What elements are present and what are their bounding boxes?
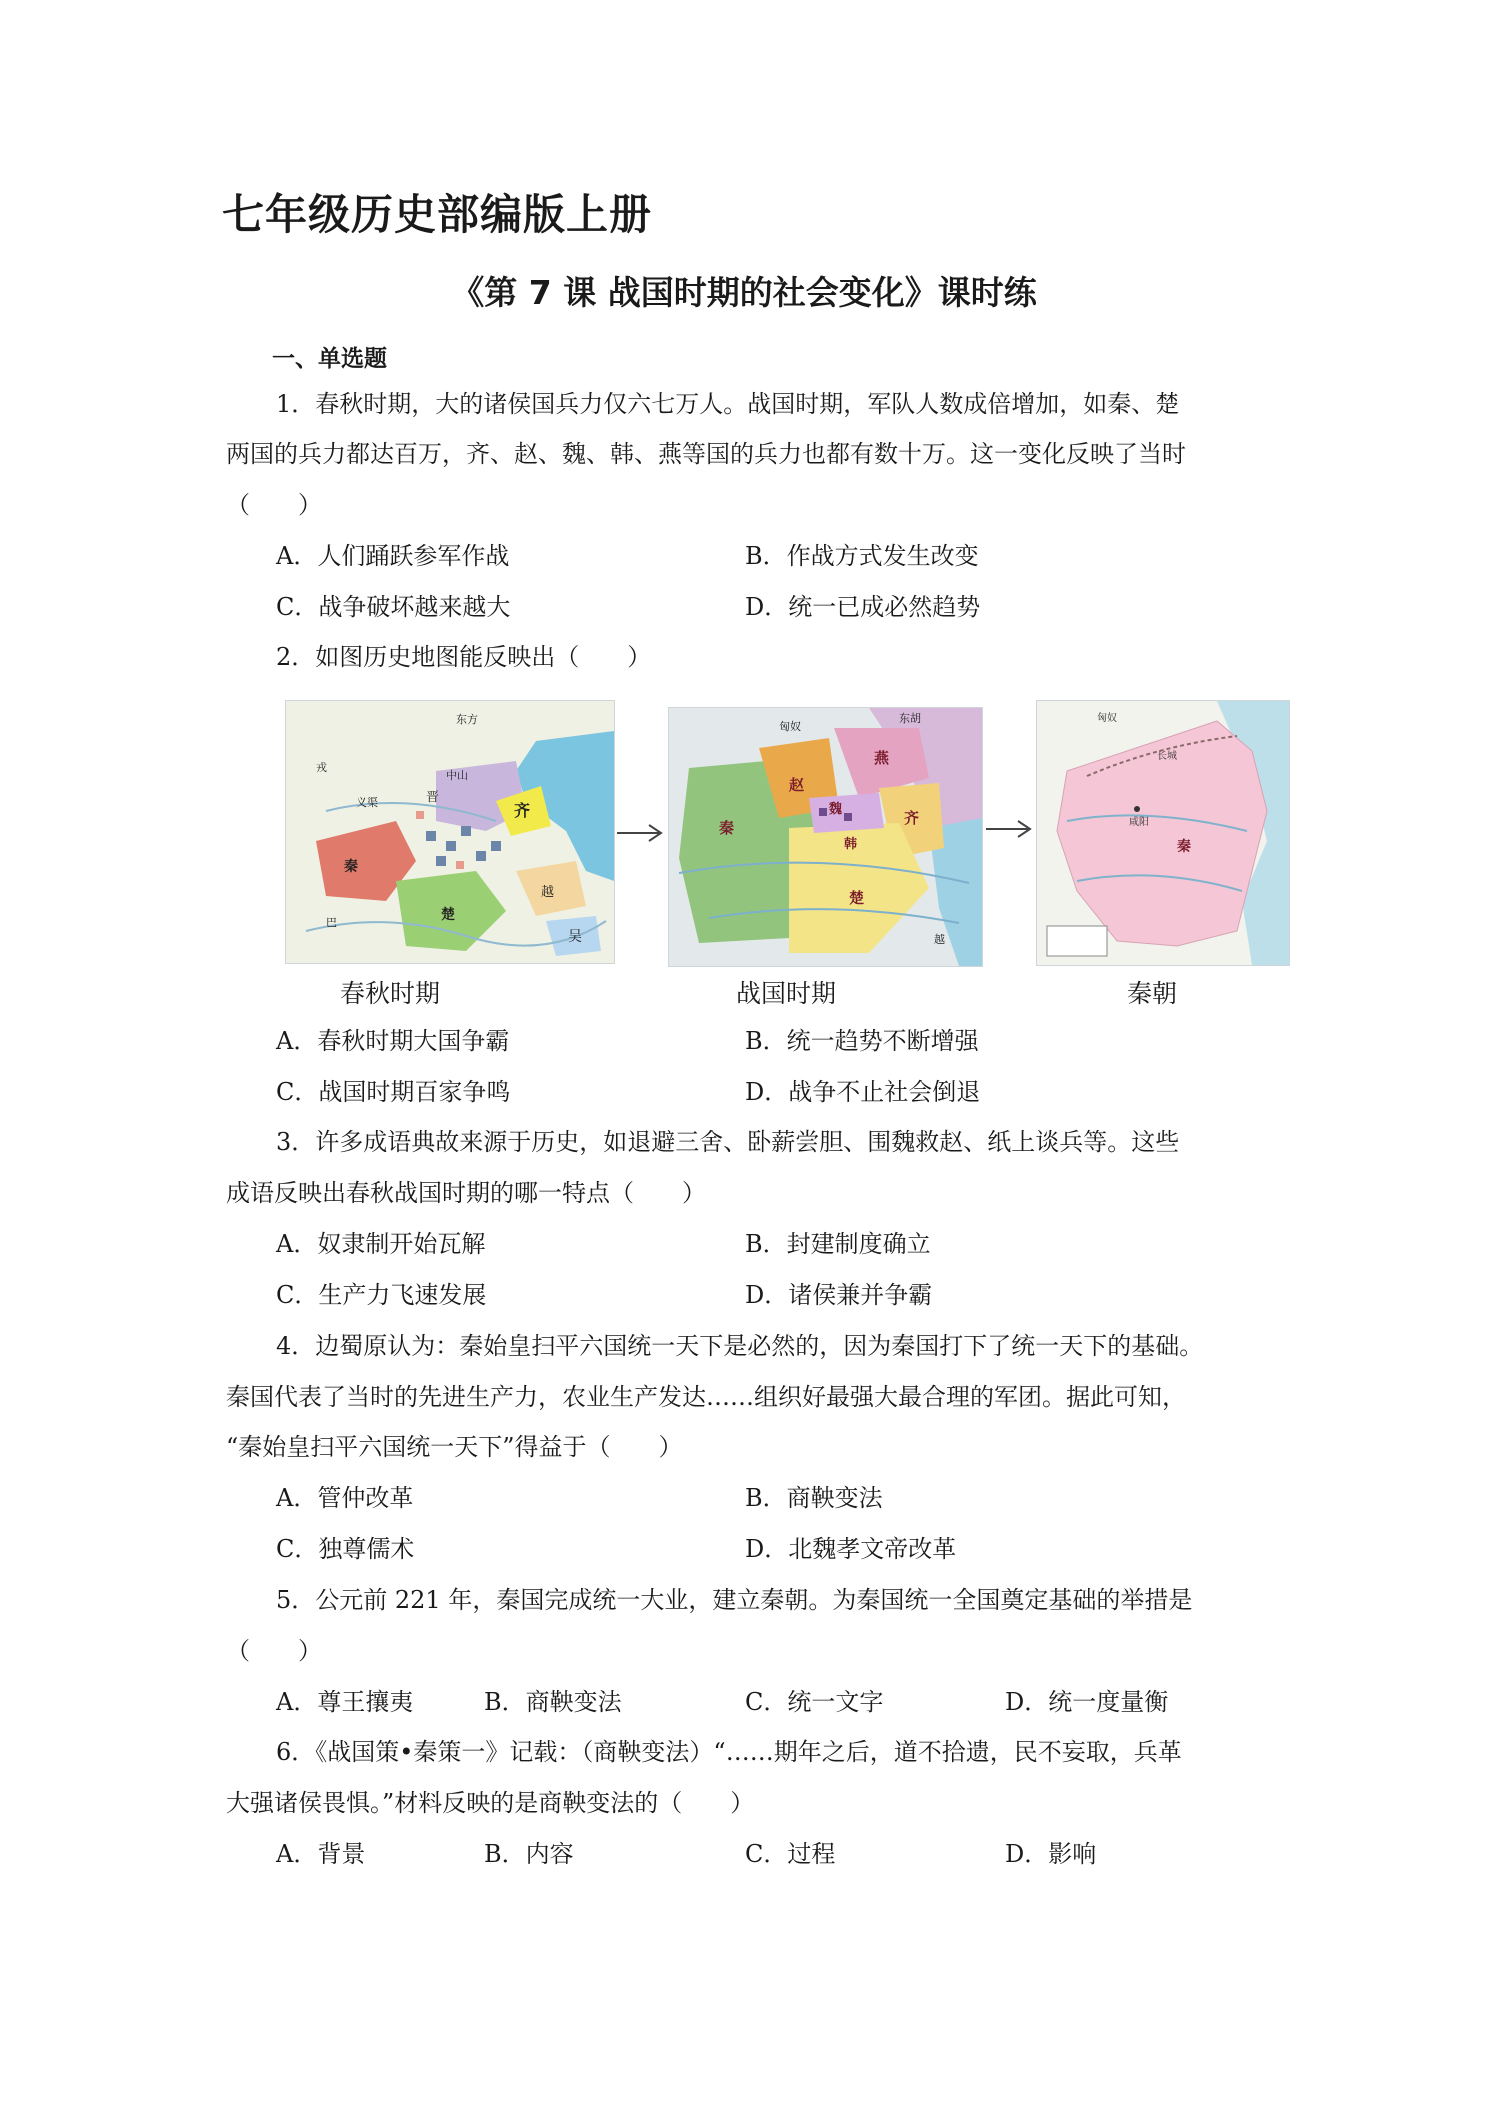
map-label: 咸阳 xyxy=(1129,817,1149,828)
question-3-line-1: 3．许多成语典故来源于历史，如退避三舍、卧薪尝胆、围魏救赵、纸上谈兵等。这些 xyxy=(276,1128,1180,1156)
map-caption-qin: 秦朝 xyxy=(1126,979,1177,1008)
map-label: 晋 xyxy=(426,790,440,805)
question-4-option-d[interactable]: D．北魏孝文帝改革 xyxy=(745,1535,957,1563)
arrow-icon xyxy=(615,822,665,844)
arrow-icon xyxy=(984,818,1034,840)
map-label: 赵 xyxy=(789,776,805,794)
question-4-line-1: 4．边蜀原认为：秦始皇扫平六国统一天下是必然的，因为秦国打下了统一天下的基础。 xyxy=(276,1332,1204,1360)
map-label: 楚 xyxy=(849,889,865,907)
question-6-option-d[interactable]: D．影响 xyxy=(1005,1840,1097,1868)
map-label: 巴 xyxy=(326,916,337,929)
question-1-line-3: （ ） xyxy=(226,491,322,519)
question-2-option-a[interactable]: A．春秋时期大国争霸 xyxy=(276,1027,510,1055)
question-5-option-d[interactable]: D．统一度量衡 xyxy=(1005,1688,1169,1716)
map-caption-chunqiu: 春秋时期 xyxy=(339,979,440,1008)
map-qin xyxy=(1036,700,1290,966)
map-label: 匈奴 xyxy=(779,720,801,733)
map-label: 东方 xyxy=(456,713,478,726)
map-label: 东胡 xyxy=(899,712,921,725)
question-5-line-1: 5．公元前 221 年，秦国完成统一大业，建立秦朝。为秦国统一全国奠定基础的举措是 xyxy=(276,1586,1193,1614)
map-label: 燕 xyxy=(874,749,890,767)
question-1-option-c[interactable]: C．战争破坏越来越大 xyxy=(276,593,511,621)
question-1-option-a[interactable]: A．人们踊跃参军作战 xyxy=(276,542,510,570)
map-label: 中山 xyxy=(446,769,468,782)
question-3-option-a[interactable]: A．奴隶制开始瓦解 xyxy=(276,1230,486,1258)
header-title: 七年级历史部编版上册 xyxy=(222,190,653,239)
map-label: 长城 xyxy=(1157,751,1177,762)
question-1-option-d[interactable]: D．统一已成必然趋势 xyxy=(745,593,981,621)
section-title: 一、单选题 xyxy=(272,346,387,372)
map-label: 秦 xyxy=(1177,839,1191,855)
question-3-option-d[interactable]: D．诸侯兼并争霸 xyxy=(745,1281,933,1309)
question-6-line-2: 大强诸侯畏惧。”材料反映的是商鞅变法的（ ） xyxy=(226,1789,755,1817)
question-1-line-2: 两国的兵力都达百万，齐、赵、魏、韩、燕等国的兵力也都有数十万。这一变化反映了当时 xyxy=(226,440,1186,468)
question-6-option-c[interactable]: C．过程 xyxy=(745,1840,836,1868)
question-1-line-1: 1．春秋时期，大的诸侯国兵力仅六七万人。战国时期，军队人数成倍增加，如秦、楚 xyxy=(276,390,1180,418)
map-label: 戎 xyxy=(316,761,327,774)
map-zhanguo xyxy=(668,707,983,967)
map-caption-zhanguo: 战国时期 xyxy=(735,979,836,1008)
map-label: 秦 xyxy=(719,819,735,837)
question-2-line-1: 2．如图历史地图能反映出（ ） xyxy=(276,643,652,671)
map-label: 越 xyxy=(934,933,945,946)
question-4-option-a[interactable]: A．管仲改革 xyxy=(276,1484,414,1512)
question-3-option-b[interactable]: B．封建制度确立 xyxy=(745,1230,931,1258)
map-label: 齐 xyxy=(904,809,920,827)
question-5-line-2: （ ） xyxy=(226,1637,322,1665)
map-label: 楚 xyxy=(441,907,455,923)
lesson-title: 《第 7 课 战国时期的社会变化》课时练 xyxy=(451,273,1037,312)
question-4-line-2: 秦国代表了当时的先进生产力，农业生产发达……组织好最强大最合理的军团。据此可知， xyxy=(226,1383,1186,1411)
question-2-option-c[interactable]: C．战国时期百家争鸣 xyxy=(276,1078,511,1106)
map-label: 齐 xyxy=(514,801,531,820)
question-2-option-b[interactable]: B．统一趋势不断增强 xyxy=(745,1027,979,1055)
question-3-line-2: 成语反映出春秋战国时期的哪一特点（ ） xyxy=(226,1179,706,1207)
question-1-option-b[interactable]: B．作战方式发生改变 xyxy=(745,542,979,570)
question-3-option-c[interactable]: C．生产力飞速发展 xyxy=(276,1281,487,1309)
map-label: 义渠 xyxy=(356,796,378,809)
map-label: 魏 xyxy=(829,802,843,817)
question-4-option-c[interactable]: C．独尊儒术 xyxy=(276,1535,415,1563)
map-label: 韩 xyxy=(844,837,858,852)
question-2-option-d[interactable]: D．战争不止社会倒退 xyxy=(745,1078,981,1106)
question-6-option-b[interactable]: B．内容 xyxy=(484,1840,574,1868)
question-6-line-1: 6．《战国策•秦策一》记载：（商鞅变法）“……期年之后，道不拾遗，民不妄取，兵革 xyxy=(276,1738,1182,1766)
question-4-line-3: “秦始皇扫平六国统一天下”得益于（ ） xyxy=(226,1433,683,1461)
question-5-option-a[interactable]: A．尊王攘夷 xyxy=(276,1688,414,1716)
map-label: 秦 xyxy=(344,859,358,875)
map-label: 匈奴 xyxy=(1097,713,1117,724)
map-label: 吴 xyxy=(568,929,582,945)
question-5-option-b[interactable]: B．商鞅变法 xyxy=(484,1688,622,1716)
map-chunqiu xyxy=(285,700,615,964)
question-4-option-b[interactable]: B．商鞅变法 xyxy=(745,1484,883,1512)
question-5-option-c[interactable]: C．统一文字 xyxy=(745,1688,884,1716)
question-6-option-a[interactable]: A．背景 xyxy=(276,1840,366,1868)
map-label: 越 xyxy=(541,885,555,900)
